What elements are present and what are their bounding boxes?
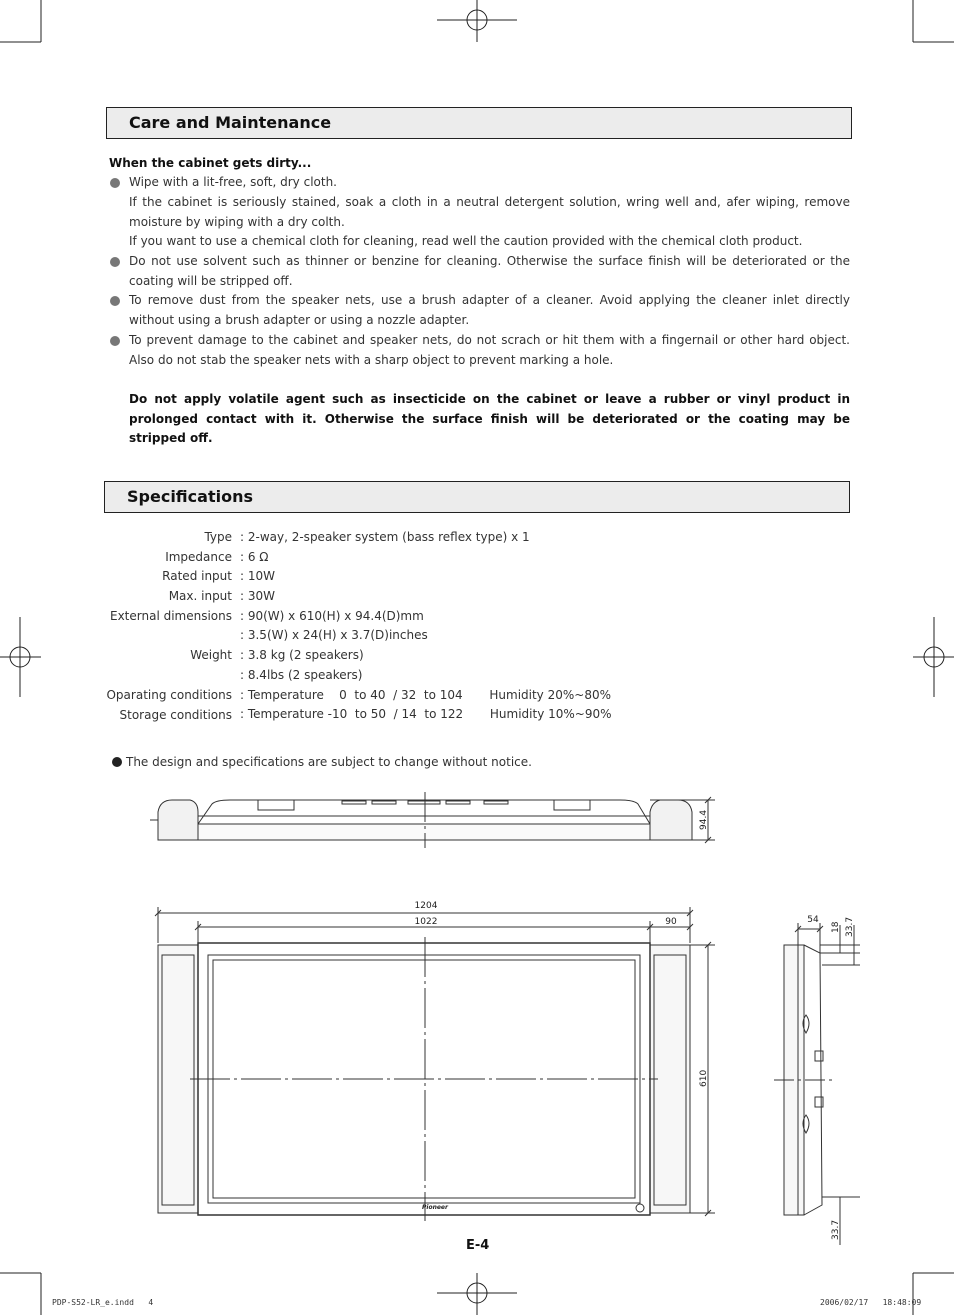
spec-value: : 3.8 kg (2 speakers) bbox=[240, 648, 364, 662]
page-number: E-4 bbox=[466, 1238, 490, 1253]
footer-file-info: PDP-S52-LR_e.indd 4 bbox=[52, 1298, 154, 1307]
bullet-icon bbox=[110, 178, 120, 188]
spec-label: Rated input bbox=[162, 569, 232, 583]
side-view-drawing bbox=[770, 905, 870, 1250]
care-item-3: If you want to use a chemical cloth for cleaning, read well the caution provided with the chemical cloth product. bbox=[129, 234, 803, 248]
spec-label: External dimensions bbox=[109, 609, 232, 623]
care-warning: Do not apply volatile agent such as insecticide on the cabinet or leave a rubber or vinyl product in prolonged contact with it. Otherwise the surface finish will be deteriorated or the coating may be stripped off. bbox=[129, 392, 850, 446]
dim-total-width: 1204 bbox=[414, 901, 438, 911]
dim-height: 610 bbox=[699, 1069, 709, 1087]
spec-notice: The design and specifications are subject to change without notice. bbox=[126, 755, 532, 769]
care-item-6: To prevent damage to the cabinet and speaker nets, do not scrach or hit them with a fingernail or other hard object. Also do not stab the speaker nets with a sharp object to prevent marking a hole. bbox=[129, 333, 850, 367]
care-item-2: If the cabinet is seriously stained, soak a cloth in a neutral detergent solution, wring well and, afer wiping, remove moisture by wiping with a dry colth. bbox=[129, 195, 850, 229]
care-item-5: To remove dust from the speaker nets, use a brush adapter of a cleaner. Avoid applying the cleaner inlet directly without using a brush adapter or using a nozzle adapter. bbox=[129, 293, 850, 327]
bullet-icon bbox=[110, 296, 120, 306]
specs-section-header bbox=[104, 481, 850, 513]
spec-value: : 90(W) x 610(H) x 94.4(D)mm bbox=[240, 609, 424, 623]
spec-value: : 3.5(W) x 24(H) x 3.7(D)inches bbox=[240, 628, 428, 642]
spec-value: : 10W bbox=[240, 569, 275, 583]
care-item-1: Wipe with a lit-free, soft, dry cloth. bbox=[129, 175, 337, 189]
spec-label: Type bbox=[204, 530, 232, 544]
dim-depth: 94.4 bbox=[699, 809, 709, 830]
spec-value: : 6 Ω bbox=[240, 550, 269, 564]
spec-label: Weight bbox=[190, 648, 232, 662]
spec-label: Storage conditions bbox=[119, 708, 232, 722]
care-item-4: Do not use solvent such as thinner or benzine for cleaning. Otherwise the surface finish will be deteriorated or the coating will be stripped off. bbox=[129, 254, 850, 288]
dim-side-33-top: 33.7 bbox=[845, 916, 855, 937]
spec-label: Impedance bbox=[165, 550, 232, 564]
dim-side-18: 18 bbox=[831, 921, 841, 933]
pioneer-logo: Pioneer bbox=[422, 1204, 448, 1211]
dim-side-54: 54 bbox=[807, 915, 819, 925]
dim-speaker-width: 90 bbox=[665, 917, 677, 927]
care-section-header bbox=[106, 107, 852, 139]
care-title: Care and Maintenance bbox=[129, 113, 332, 132]
spec-label: Oparating conditions bbox=[106, 688, 232, 702]
spec-label: Max. input bbox=[168, 589, 232, 603]
dim-panel-width: 1022 bbox=[414, 917, 438, 927]
spec-value: : 8.4lbs (2 speakers) bbox=[240, 668, 363, 682]
dim-side-33-bottom: 33.7 bbox=[831, 1219, 841, 1240]
spec-value: : Temperature -10 to 50 / 14 to 122 Humidity 10%~90% bbox=[240, 707, 612, 721]
spec-value: : 2-way, 2-speaker system (bass reflex type) x 1 bbox=[240, 530, 530, 544]
front-view-drawing bbox=[150, 895, 720, 1225]
spec-value: : Temperature 0 to 40 / 32 to 104 Humidity 20%~80% bbox=[240, 688, 611, 702]
bullet-icon bbox=[110, 257, 120, 267]
bullet-icon bbox=[110, 336, 120, 346]
specs-title: Specifications bbox=[127, 487, 253, 506]
top-view-drawing bbox=[150, 790, 720, 855]
care-subheading: When the cabinet gets dirty... bbox=[109, 156, 312, 170]
bullet-icon bbox=[112, 757, 122, 767]
spec-value: : 30W bbox=[240, 589, 275, 603]
footer-timestamp: 2006/02/17 18:48:09 bbox=[820, 1298, 922, 1307]
